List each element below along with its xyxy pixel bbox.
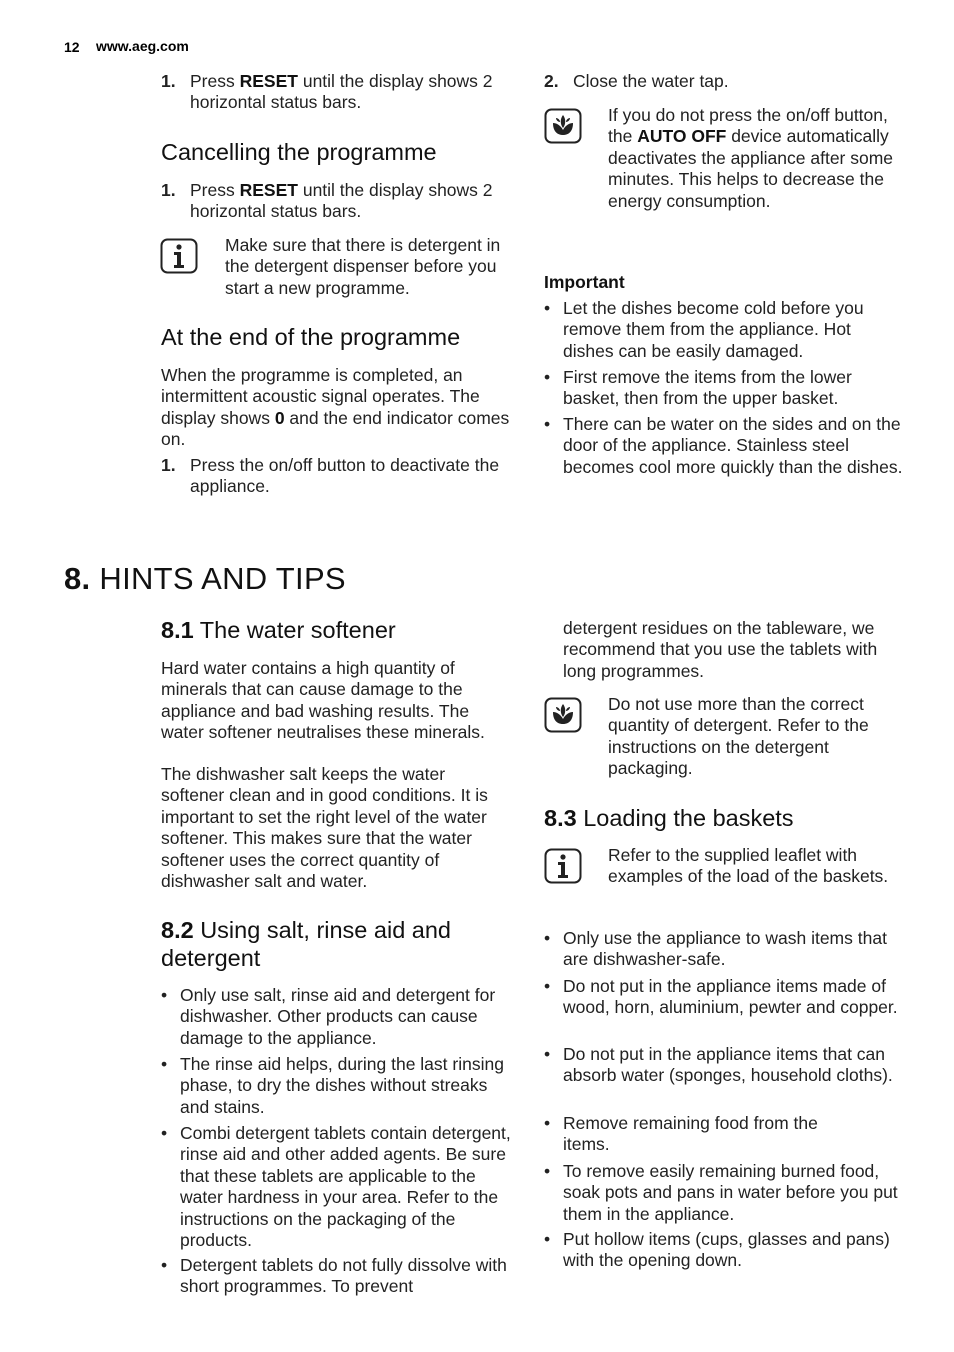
step-number: 2.: [544, 71, 559, 91]
leaflet-note: Refer to the supplied leaflet with examples of the load of the baskets.: [608, 845, 889, 887]
environment-tip-icon: [544, 108, 582, 144]
end-paragraph: When the programme is completed, an intermittent acoustic signal operates. The display shows 0 and the end indicator comes on.: [161, 365, 510, 450]
step-press-reset: [161, 71, 521, 115]
step-text: Press RESET until the display shows 2 horizontal status bars.: [190, 71, 493, 113]
website-link[interactable]: www.aeg.com: [96, 38, 189, 54]
environment-tip-icon: [544, 697, 582, 733]
chapter-title: 8. HINTS AND TIPS: [64, 561, 346, 596]
water-softener-para-1: Hard water contains a high quantity of minerals that can cause damage to the appliance and bad washing results. The water softener neutralises these minerals.: [161, 658, 485, 743]
important-label: Important: [544, 272, 625, 292]
step-number: 1.: [161, 180, 176, 200]
water-softener-para-2: The dishwasher salt keeps the water softener clean and in good conditions. It is important to set the right level of the water softener. This makes sure that the water softener uses the correct quantity of dishwasher salt and water.: [161, 764, 488, 892]
detergent-quantity-note: Do not use more than the correct quantity of detergent. Refer to the instructions on the detergent packaging.: [608, 694, 869, 779]
step-number: 1.: [161, 455, 176, 475]
step-cancel-reset: [161, 180, 521, 224]
info-icon: [160, 238, 198, 274]
step-text: Press RESET until the display shows 2 horizontal status bars.: [190, 180, 493, 222]
detergent-note: Make sure that there is detergent in the detergent dispenser before you start a new programme.: [225, 235, 501, 298]
heading-8-1: 8.1 The water softener: [161, 617, 396, 643]
heading-8-3: 8.3 Loading the baskets: [544, 805, 794, 831]
step-text: Press the on/off button to deactivate the appliance.: [190, 455, 500, 497]
step-text: Close the water tap.: [573, 71, 729, 91]
tablets-continuation: detergent residues on the tableware, we recommend that you use the tablets with long programmes.: [563, 618, 878, 681]
step-deactivate: [161, 455, 521, 499]
step-number: 1.: [161, 71, 176, 91]
step-close-tap: [544, 71, 904, 93]
heading-cancelling: Cancelling the programme: [161, 139, 437, 165]
heading-8-2: 8.2 Using salt, rinse aid and detergent: [161, 917, 452, 971]
page-number: 12: [64, 39, 80, 55]
auto-off-note: If you do not press the on/off button, the AUTO OFF device automatically deactivates the appliance after some minutes. This helps to decrease the energy consumption.: [608, 105, 894, 211]
info-icon: [544, 848, 582, 884]
heading-end-of-programme: At the end of the programme: [161, 324, 461, 350]
